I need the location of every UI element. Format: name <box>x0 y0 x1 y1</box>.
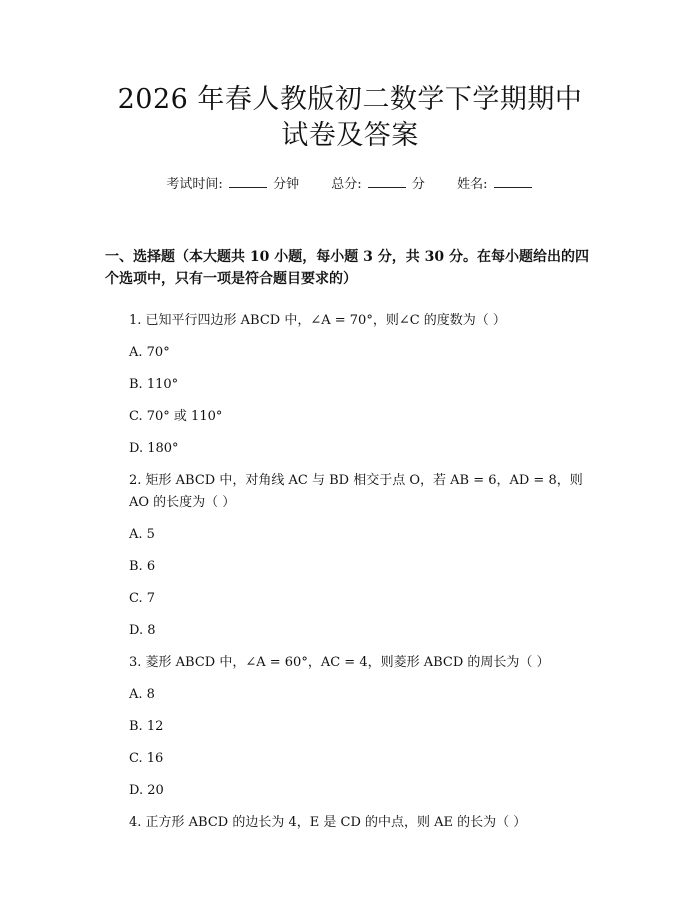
option-a: A. 5 <box>129 527 155 542</box>
option-c: C. 16 <box>129 751 164 766</box>
score-blank <box>368 176 406 188</box>
option-b: B. 12 <box>129 719 164 734</box>
option-b: B. 110° <box>129 377 179 392</box>
option-d: D. 8 <box>129 623 156 638</box>
option-b: B. 6 <box>129 559 156 574</box>
name-blank <box>494 176 532 188</box>
time-blank <box>229 176 267 188</box>
option-c: C. 7 <box>129 591 156 606</box>
name-label: 姓名: <box>457 177 488 192</box>
exam-time <box>166 176 299 194</box>
section-heading: 一、选择题（本大题共 10 小题，每小题 3 分，共 30 分。在每小题给出的四个选项中，只有一项是符合题目要求的） <box>105 249 589 287</box>
question-list <box>105 310 595 834</box>
score-unit: 分 <box>411 177 425 192</box>
option-d: D. 180° <box>129 441 179 456</box>
time-unit: 分钟 <box>273 177 300 192</box>
question-stem: 2. 矩形 ABCD 中，对角线 AC 与 BD 相交于点 O，若 AB = 6，AD = 8，则 AO 的长度为（ ） <box>129 473 583 510</box>
option-a: A. 8 <box>129 687 155 702</box>
exam-meta <box>105 176 595 194</box>
question-stem: 4. 正方形 ABCD 的边长为 4，E 是 CD 的中点，则 AE 的长为（ ） <box>129 815 527 830</box>
time-label: 考试时间: <box>166 177 223 192</box>
total-score <box>331 176 425 194</box>
score-label: 总分: <box>331 177 362 192</box>
question-stem: 3. 菱形 ABCD 中，∠A = 60°，AC = 4，则菱形 ABCD 的周长为（ ） <box>129 655 550 670</box>
option-c: C. 70° 或 110° <box>129 409 223 424</box>
question-stem: 1. 已知平行四边形 ABCD 中，∠A = 70°，则∠C 的度数为（ ） <box>129 313 506 328</box>
option-a: A. 70° <box>129 345 170 360</box>
student-name <box>457 176 534 194</box>
option-d: D. 20 <box>129 783 164 798</box>
page-title: 2026 年春人教版初二数学下学期期中试卷及答案 <box>117 84 583 151</box>
